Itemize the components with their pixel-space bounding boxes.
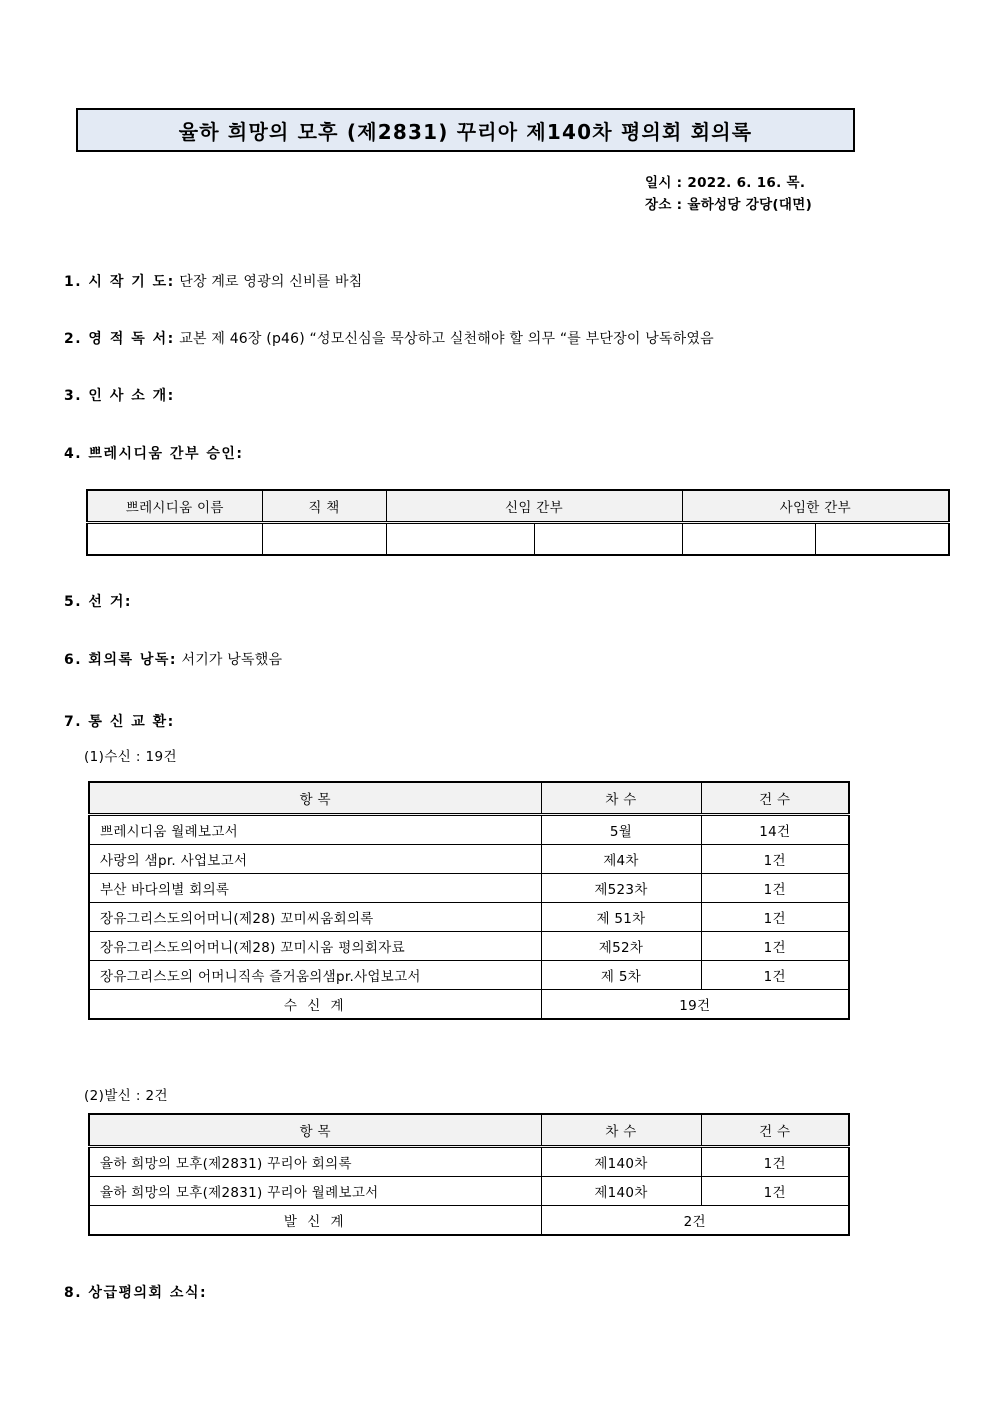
table-row xyxy=(89,903,849,932)
received-item-6: 장유그리스도의 어머니직속 즐거움의샘pr.사업보고서 xyxy=(89,961,541,990)
table-row xyxy=(89,845,849,874)
received-col-item: 항 목 xyxy=(89,782,541,815)
sent-table-header-row xyxy=(89,1114,849,1147)
table-row xyxy=(89,815,849,845)
officer-col-new-officer: 신임 간부 xyxy=(386,490,682,523)
received-col-session: 차 수 xyxy=(541,782,701,815)
section-item-8 xyxy=(64,1283,207,1303)
received-total-value: 19건 xyxy=(541,990,849,1020)
sent-correspondence-table xyxy=(88,1113,850,1236)
received-count-5: 1건 xyxy=(701,932,849,961)
received-total-label: 수 신 계 xyxy=(89,990,541,1020)
document-meta xyxy=(645,172,812,216)
section-6-label: 6. 회의록 낭독: xyxy=(64,652,178,668)
received-session-1: 5월 xyxy=(541,815,701,845)
officer-cell-resigned-b[interactable] xyxy=(815,523,949,556)
section-5-label: 5. 선 거: xyxy=(64,594,132,610)
table-row xyxy=(89,1177,849,1206)
table-row xyxy=(89,932,849,961)
section-3-label: 3. 인 사 소 개: xyxy=(64,388,175,404)
section-1-value: 단장 계로 영광의 신비를 바침 xyxy=(179,274,363,290)
sent-item-1: 율하 희망의 모후(제2831) 꾸리아 회의록 xyxy=(89,1147,541,1177)
table-row xyxy=(89,961,849,990)
sent-col-count: 건 수 xyxy=(701,1114,849,1147)
sent-col-session: 차 수 xyxy=(541,1114,701,1147)
page-title: 율하 희망의 모후 (제2831) 꾸리아 제140차 평의회 회의록 xyxy=(178,119,753,144)
sent-count-2: 1건 xyxy=(701,1177,849,1206)
officer-col-resigned-officer: 사임한 간부 xyxy=(682,490,949,523)
received-count-1: 14건 xyxy=(701,815,849,845)
received-item-1: 쁘레시디움 월례보고서 xyxy=(89,815,541,845)
meeting-date: 일시 : 2022. 6. 16. 목. xyxy=(645,175,806,191)
received-session-5: 제52차 xyxy=(541,932,701,961)
table-row xyxy=(89,1147,849,1177)
sent-total-label: 발 신 계 xyxy=(89,1206,541,1236)
table-row xyxy=(89,874,849,903)
section-7-label: 7. 통 신 교 환: xyxy=(64,714,175,730)
received-count-4: 1건 xyxy=(701,903,849,932)
received-item-4: 장유그리스도의어머니(제28) 꼬미씨움회의록 xyxy=(89,903,541,932)
officer-cell-new-b[interactable] xyxy=(534,523,682,556)
section-4-label: 4. 쁘레시디움 간부 승인: xyxy=(64,446,244,462)
received-total-row xyxy=(89,990,849,1020)
table-row xyxy=(87,523,949,556)
officer-cell-new-a[interactable] xyxy=(386,523,534,556)
section-2-label: 2. 영 적 독 서: xyxy=(64,331,175,347)
section-item-5 xyxy=(64,592,132,612)
sent-total-value: 2건 xyxy=(541,1206,849,1236)
received-item-5: 장유그리스도의어머니(제28) 꼬미시움 평의회자료 xyxy=(89,932,541,961)
section-item-3 xyxy=(64,386,175,406)
document-title-banner xyxy=(76,108,855,152)
officer-cell-presidium-name[interactable] xyxy=(87,523,262,556)
section-item-4 xyxy=(64,444,244,464)
sent-total-row xyxy=(89,1206,849,1236)
received-col-count: 건 수 xyxy=(701,782,849,815)
officer-col-presidium-name: 쁘레시디움 이름 xyxy=(87,490,262,523)
sent-session-2: 제140차 xyxy=(541,1177,701,1206)
section-item-6 xyxy=(64,650,282,670)
received-session-3: 제523차 xyxy=(541,874,701,903)
received-table-header-row xyxy=(89,782,849,815)
sent-col-item: 항 목 xyxy=(89,1114,541,1147)
officer-table-header-row xyxy=(87,490,949,523)
section-item-1 xyxy=(64,272,363,292)
received-count-note: (1)수신 : 19건 xyxy=(84,749,177,765)
section-8-label: 8. 상급평의회 소식: xyxy=(64,1285,208,1301)
sent-count-note: (2)발신 : 2건 xyxy=(84,1088,168,1104)
section-item-2 xyxy=(64,329,714,349)
sent-count-1: 1건 xyxy=(701,1147,849,1177)
received-session-2: 제4차 xyxy=(541,845,701,874)
officer-cell-position[interactable] xyxy=(262,523,386,556)
received-item-2: 사랑의 샘pr. 사업보고서 xyxy=(89,845,541,874)
meeting-place: 장소 : 율하성당 강당(대면) xyxy=(645,197,813,213)
received-count-2: 1건 xyxy=(701,845,849,874)
received-item-3: 부산 바다의별 회의록 xyxy=(89,874,541,903)
officer-cell-resigned-a[interactable] xyxy=(682,523,815,556)
officer-col-position: 직 책 xyxy=(262,490,386,523)
received-session-6: 제 5차 xyxy=(541,961,701,990)
officer-approval-table xyxy=(86,489,950,556)
received-count-6: 1건 xyxy=(701,961,849,990)
section-2-value: 교본 제 46장 (p46) “성모신심을 묵상하고 실천해야 할 의무 “를 부단장이 낭독하였음 xyxy=(179,331,714,347)
received-correspondence-table xyxy=(88,781,850,1020)
received-session-4: 제 51차 xyxy=(541,903,701,932)
sent-item-2: 율하 희망의 모후(제2831) 꾸리아 월례보고서 xyxy=(89,1177,541,1206)
received-count-3: 1건 xyxy=(701,874,849,903)
section-item-7 xyxy=(64,712,175,732)
section-1-label: 1. 시 작 기 도: xyxy=(64,274,175,290)
sent-session-1: 제140차 xyxy=(541,1147,701,1177)
section-6-value: 서기가 낭독했음 xyxy=(181,652,283,668)
